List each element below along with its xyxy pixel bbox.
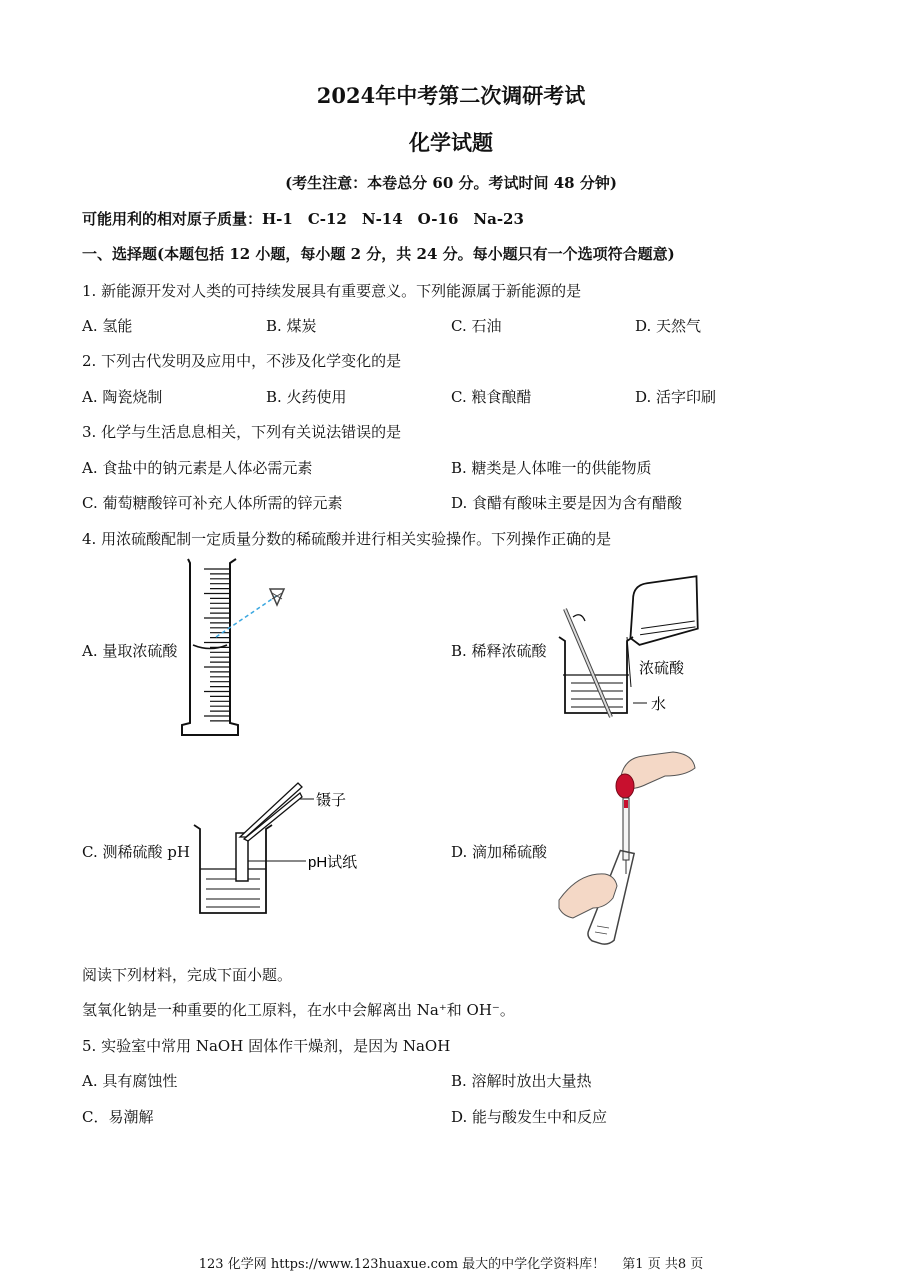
- q4-option-a: A. 量取浓硫酸: [82, 642, 178, 660]
- q1-option-a: A. 氢能: [82, 317, 133, 335]
- q5-option-b: B. 溶解时放出大量热: [451, 1072, 592, 1090]
- q3-option-b: B. 糖类是人体唯一的供能物质: [451, 459, 652, 477]
- label-ph-paper: pH试纸: [308, 854, 358, 871]
- q1-option-c: C. 石油: [451, 317, 502, 335]
- q1-option-b: B. 煤炭: [266, 317, 317, 335]
- q3-option-d: D. 食醋有酸味主要是因为含有醋酸: [451, 494, 683, 512]
- page-footer: 123 化学网 https://www.123huaxue.com 最大的中学化学资料库！ 第1 页 共8 页: [198, 1257, 704, 1272]
- ph-test-figure: [190, 775, 370, 920]
- label-water: 水: [651, 696, 667, 713]
- question-3-stem: 3. 化学与生活息息相关，下列有关说法错误的是: [82, 423, 402, 441]
- label-tweezers: 镊子: [316, 792, 347, 809]
- exam-title: 2024年中考第二次调研考试: [316, 83, 586, 108]
- atomic-masses: 可能用利的相对原子质量：H-1 C-12 N-14 O-16 Na-23: [82, 210, 524, 228]
- reading-material: 氢氧化钠是一种重要的化工原料，在水中会解离出 Na⁺和 OH⁻。: [82, 1001, 515, 1019]
- question-2-stem: 2. 下列古代发明及应用中，不涉及化学变化的是: [82, 352, 402, 370]
- q3-option-c: C. 葡萄糖酸锌可补充人体所需的锌元素: [82, 494, 343, 512]
- question-1-stem: 1. 新能源开发对人类的可持续发展具有重要意义。下列能源属于新能源的是: [82, 282, 582, 300]
- q5-option-d: D. 能与酸发生中和反应: [451, 1108, 608, 1126]
- section-heading: 一、选择题(本题包括 12 小题，每小题 2 分，共 24 分。每小题只有一个选项符合题意): [82, 245, 675, 263]
- q2-option-c: C. 粮食酿醋: [451, 388, 532, 406]
- q2-option-b: B. 火药使用: [266, 388, 347, 406]
- q2-option-a: A. 陶瓷烧制: [82, 388, 163, 406]
- q3-option-a: A. 食盐中的钠元素是人体必需元素: [82, 459, 313, 477]
- subject-title: 化学试题: [409, 130, 493, 155]
- dilution-figure: [555, 575, 715, 725]
- exam-notice: (考生注意：本卷总分 60 分。考试时间 48 分钟): [285, 174, 617, 192]
- q4-option-c: C. 测稀硫酸 pH: [82, 843, 190, 861]
- graduated-cylinder-figure: [180, 555, 300, 740]
- question-5-stem: 5. 实验室中常用 NaOH 固体作干燥剂，是因为 NaOH: [82, 1037, 451, 1055]
- q5-option-c: C．易潮解: [82, 1108, 154, 1126]
- label-concentrated-acid: 浓硫酸: [639, 660, 685, 677]
- q4-option-b: B. 稀释浓硫酸: [451, 642, 547, 660]
- q1-option-d: D. 天然气: [635, 317, 702, 335]
- dropper-figure: [555, 748, 705, 948]
- q4-option-d: D. 滴加稀硫酸: [451, 843, 548, 861]
- reading-intro: 阅读下列材料，完成下面小题。: [82, 966, 293, 984]
- q2-option-d: D. 活字印刷: [635, 388, 717, 406]
- q5-option-a: A. 具有腐蚀性: [82, 1072, 178, 1090]
- question-4-stem: 4. 用浓硫酸配制一定质量分数的稀硫酸并进行相关实验操作。下列操作正确的是: [82, 530, 612, 548]
